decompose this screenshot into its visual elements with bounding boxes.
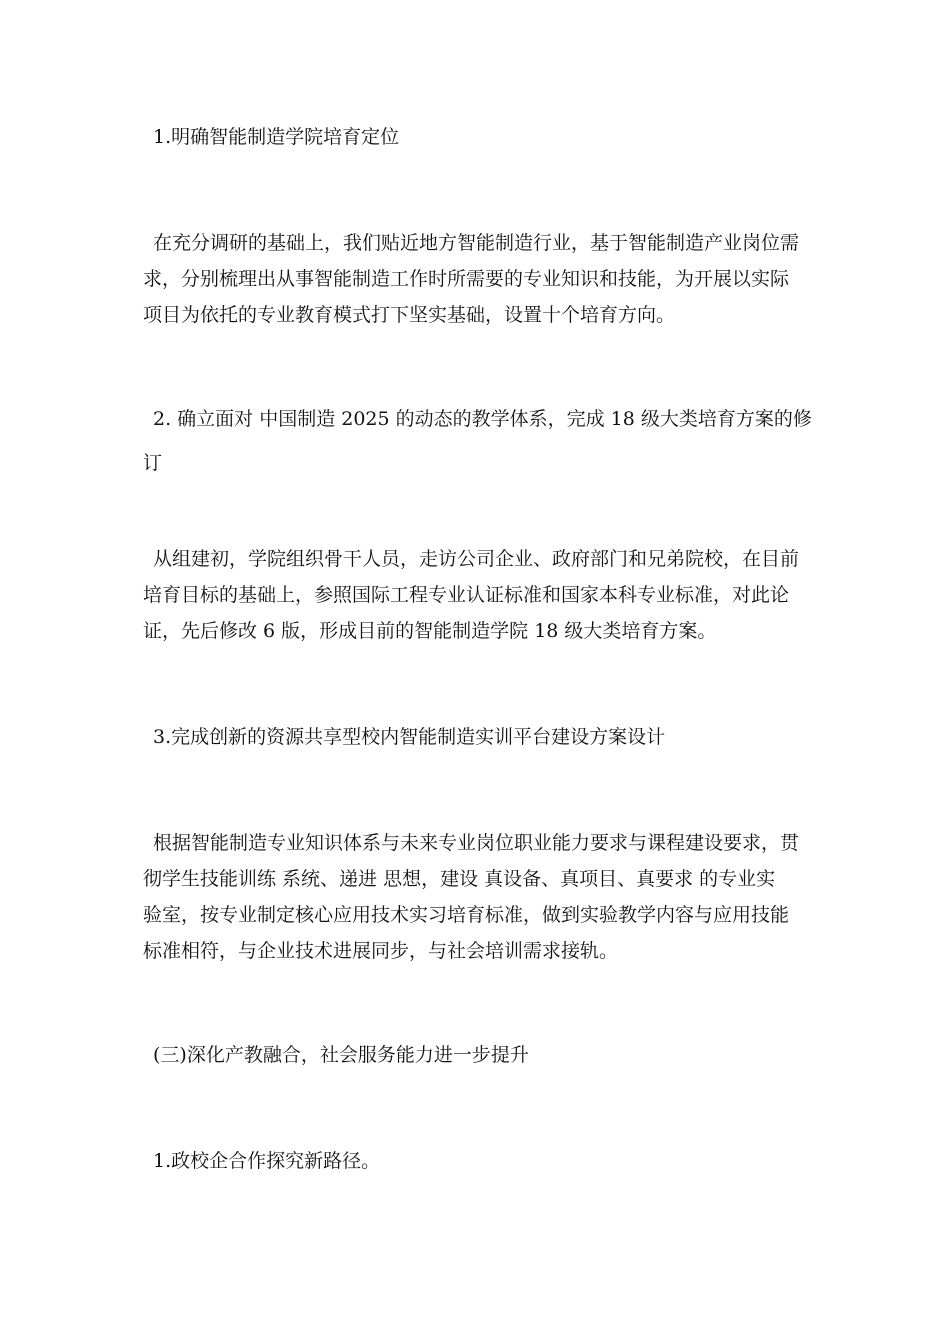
paragraph-1-line-3: 项目为依托的专业教育模式打下坚实基础，设置十个培育方向。	[143, 304, 676, 326]
section-3-heading: (三)深化产教融合，社会服务能力进一步提升	[153, 1044, 529, 1066]
paragraph-3-line-4: 标准相符，与企业技术进展同步，与社会培训需求接轨。	[143, 940, 619, 962]
paragraph-3-line-1: 根据智能制造专业知识体系与未来专业岗位职业能力要求与课程建设要求，贯	[153, 832, 800, 854]
paragraph-3-line-3: 验室，按专业制定核心应用技术实习培育标准，做到实验教学内容与应用技能	[143, 904, 790, 926]
heading-1: 1.明确智能制造学院培育定位	[153, 126, 400, 148]
heading-4: 1.政校企合作探究新路径。	[153, 1150, 381, 1172]
heading-3: 3.完成创新的资源共享型校内智能制造实训平台建设方案设计	[153, 726, 666, 748]
paragraph-2-line-3: 证，先后修改 6 版，形成目前的智能制造学院 18 级大类培育方案。	[143, 620, 717, 642]
heading-2-line-1: 2. 确立面对 中国制造 2025 的动态的教学体系，完成 18 级大类培育方案的修	[153, 408, 812, 430]
paragraph-1-line-1: 在充分调研的基础上，我们贴近地方智能制造行业，基于智能制造产业岗位需	[153, 232, 800, 254]
paragraph-2-line-2: 培育目标的基础上，参照国际工程专业认证标准和国家本科专业标准，对此论	[143, 584, 790, 606]
heading-2-line-2: 订	[143, 452, 163, 474]
paragraph-2-line-1: 从组建初，学院组织骨干人员，走访公司企业、政府部门和兄弟院校，在目前	[153, 548, 800, 570]
paragraph-3-line-2: 彻学生技能训练 系统、递进 思想，建设 真设备、真项目、真要求 的专业实	[143, 868, 776, 890]
paragraph-1-line-2: 求，分别梳理出从事智能制造工作时所需要的专业知识和技能，为开展以实际	[143, 268, 790, 290]
